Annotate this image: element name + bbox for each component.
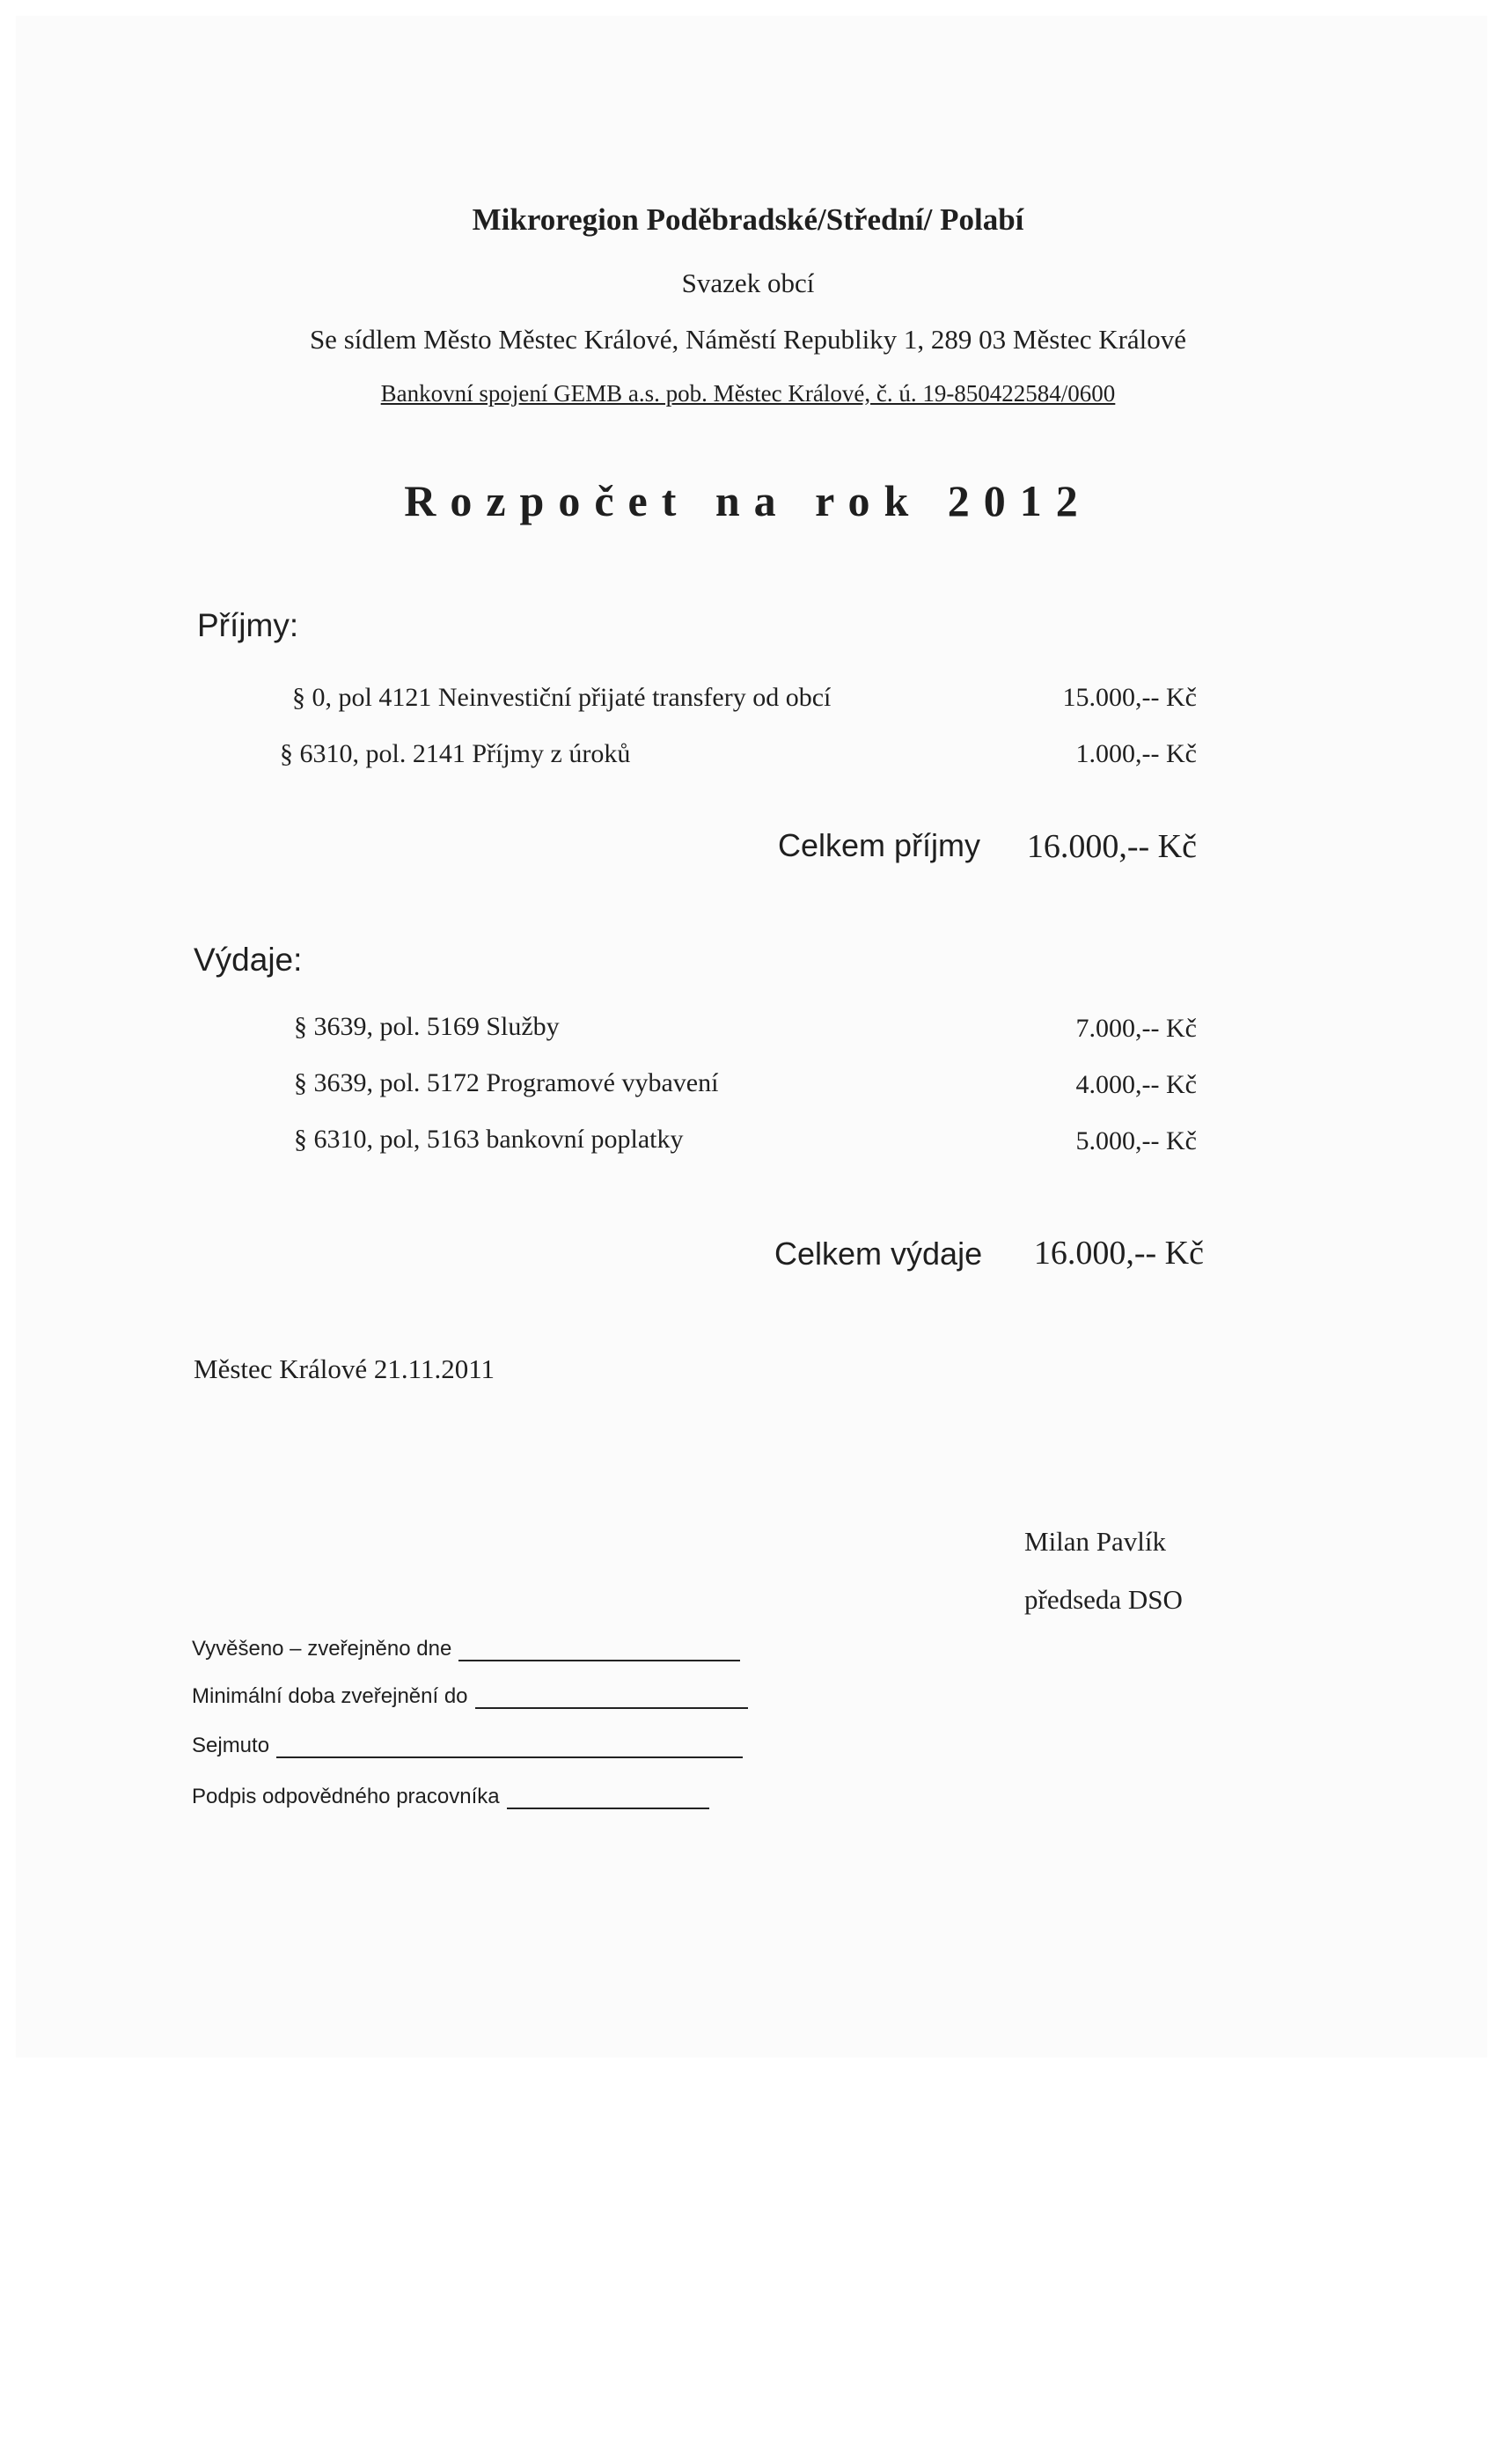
signer-role: předseda DSO <box>1024 1584 1183 1615</box>
expense-amount: 4.000,-- Kč <box>1075 1070 1197 1099</box>
income-item: § 0, pol 4121 Neinvestiční přijaté transfery od obcí <box>292 683 832 712</box>
place-and-date: Městec Králové 21.11.2011 <box>194 1353 495 1384</box>
removed-row <box>192 1734 743 1758</box>
income-heading: Příjmy: <box>197 607 299 643</box>
income-total-label: Celkem příjmy <box>778 827 981 863</box>
organization-type: Svazek obcí <box>681 268 815 298</box>
min-period-label: Minimální doba zveřejnění do <box>192 1684 468 1708</box>
organization-name: Mikroregion Poděbradské/Střední/ Polabí <box>472 202 1024 237</box>
expense-item: § 3639, pol. 5169 Služby <box>294 1012 560 1041</box>
expense-item: § 6310, pol, 5163 bankovní poplatky <box>294 1125 684 1154</box>
expenses-total-label: Celkem výdaje <box>774 1236 983 1272</box>
signer-name: Milan Pavlík <box>1024 1526 1167 1557</box>
responsible-line[interactable] <box>507 1786 709 1809</box>
posted-date-row <box>192 1637 740 1661</box>
min-period-line[interactable] <box>475 1686 748 1709</box>
document-title: Rozpočet na rok 2012 <box>404 476 1092 525</box>
min-period-row <box>192 1684 748 1709</box>
expense-amount: 7.000,-- Kč <box>1075 1014 1197 1043</box>
income-item: § 6310, pol. 2141 Příjmy z úroků <box>280 739 631 768</box>
expenses-total-amount: 16.000,-- Kč <box>1033 1235 1204 1272</box>
income-amount: 15.000,-- Kč <box>1062 683 1197 712</box>
removed-line[interactable] <box>276 1735 743 1758</box>
organization-seat: Se sídlem Město Městec Králové, Náměstí Republiky 1, 289 03 Městec Králové <box>309 324 1187 355</box>
bank-details: Bankovní spojení GEMB a.s. pob. Městec Králové, č. ú. 19-850422584/0600 <box>380 380 1116 407</box>
posted-date-line[interactable] <box>458 1639 740 1661</box>
expense-amount: 5.000,-- Kč <box>1075 1126 1197 1155</box>
responsible-row <box>192 1785 709 1809</box>
expense-item: § 3639, pol. 5172 Programové vybavení <box>294 1068 719 1097</box>
income-amount: 1.000,-- Kč <box>1075 739 1197 768</box>
removed-label: Sejmuto <box>192 1734 270 1757</box>
expenses-heading: Výdaje: <box>194 942 303 978</box>
posted-date-label: Vyvěšeno – zveřejněno dne <box>192 1637 452 1661</box>
income-total-amount: 16.000,-- Kč <box>1026 828 1197 865</box>
responsible-label: Podpis odpovědného pracovníka <box>192 1785 500 1808</box>
